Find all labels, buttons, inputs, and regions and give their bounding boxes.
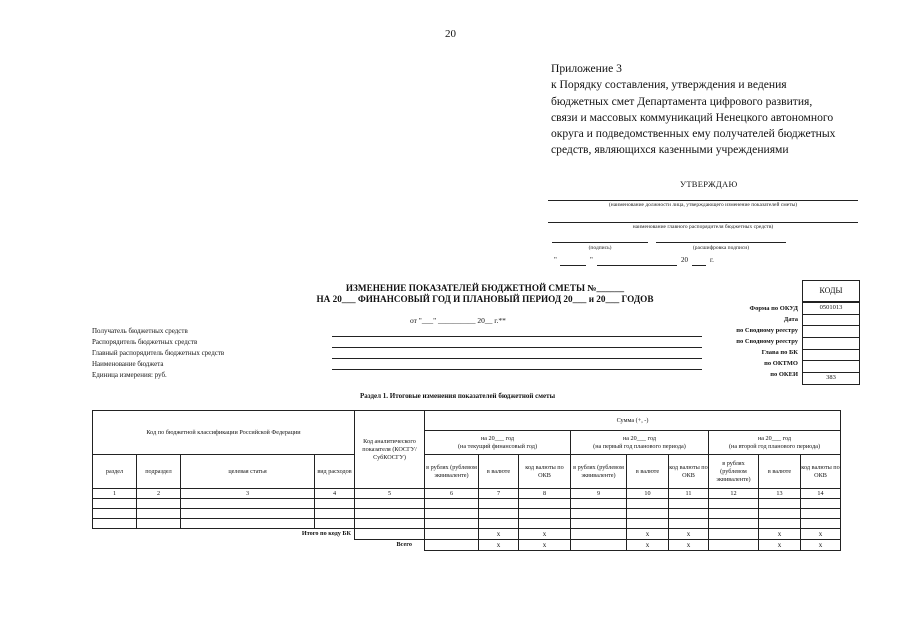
- appendix-line: Приложение 3: [551, 62, 622, 75]
- form-title: [270, 283, 700, 305]
- col-number: 9: [571, 489, 627, 499]
- header-analytic: Код аналитического показателя (КОСГУ/ СубКОСГУ): [355, 411, 425, 489]
- code-cell: 383: [826, 374, 836, 382]
- date-quote-close: ": [590, 256, 593, 264]
- date-quote-open: ": [554, 256, 557, 264]
- caption-position: (наименование должности лица, утверждающего изменение показателей сметы): [608, 202, 798, 208]
- form-title-line: НА 20___ ФИНАНСОВЫЙ ГОД И ПЛАНОВЫЙ ПЕРИОД 20___ и 20___ ГОДОВ: [316, 294, 654, 304]
- fill-line: [332, 347, 702, 348]
- label-registry: по Сводному реестру: [736, 327, 798, 334]
- codes-header: КОДЫ: [802, 280, 860, 302]
- x-mark: x: [759, 540, 801, 551]
- total-all-label: Всего: [93, 540, 425, 551]
- label-recipient: Получатель бюджетных средств: [92, 327, 188, 335]
- appendix-line: к Порядку составления, утверждения и ведения: [551, 78, 787, 92]
- total-all-row: [93, 540, 841, 551]
- section-title: Раздел 1. Итоговые изменения показателей бюджетной сметы: [360, 392, 556, 400]
- header-article: целевая статья: [181, 455, 315, 489]
- form-title-line: ИЗМЕНЕНИЕ ПОКАЗАТЕЛЕЙ БЮДЖЕТНОЙ СМЕТЫ №______: [345, 283, 625, 293]
- date-year: 20: [681, 256, 688, 264]
- codes-column: [802, 302, 860, 385]
- signature-line: [656, 242, 786, 243]
- col-number: 11: [669, 489, 709, 499]
- fill-line: [332, 358, 702, 359]
- label-manager: Распорядитель бюджетных средств: [92, 338, 198, 346]
- code-cell: [803, 315, 859, 327]
- appendix-line: связи и массовых коммуникаций Ненецкого автономного: [551, 110, 834, 124]
- date-suffix: г.: [710, 256, 714, 264]
- code-cell: [803, 326, 859, 338]
- header-podrazdel: подраздел: [137, 455, 181, 489]
- table-row: [93, 519, 841, 529]
- header-rub: в рублях (рублевом эквиваленте): [571, 455, 627, 489]
- header-year-plan2: на 20___ год (на второй год планового периода): [709, 431, 841, 455]
- approve-title: УТВЕРЖДАЮ: [680, 179, 738, 189]
- label-okei: по ОКЕИ: [770, 371, 798, 378]
- col-number: 14: [801, 489, 841, 499]
- caption-signature: (подпись): [588, 245, 612, 251]
- fill-line: [332, 369, 702, 370]
- appendix-header: [551, 61, 891, 159]
- label-chief-manager: Главный распорядитель бюджетных средств: [92, 349, 225, 357]
- page-number: 20: [445, 28, 456, 40]
- col-number: 1: [93, 489, 137, 499]
- col-number: 10: [627, 489, 669, 499]
- code-cell: [803, 338, 859, 350]
- fill-line: [332, 336, 702, 337]
- header-vid: вид расходов: [315, 455, 355, 489]
- x-mark: x: [519, 529, 571, 540]
- col-number: 3: [181, 489, 315, 499]
- header-sum: Сумма (+, -): [425, 411, 841, 431]
- total-bk-label: Итого по коду БК: [93, 529, 355, 540]
- table-row: [93, 499, 841, 509]
- x-mark: x: [627, 540, 669, 551]
- header-year-plan1: на 20___ год (на первый год планового периода): [571, 431, 709, 455]
- col-number: 8: [519, 489, 571, 499]
- header-okv: код валюты по ОКВ: [519, 455, 571, 489]
- x-mark: x: [479, 540, 519, 551]
- code-cell: [803, 361, 859, 373]
- x-mark: x: [627, 529, 669, 540]
- header-okv: код валюты по ОКВ: [669, 455, 709, 489]
- col-number: 5: [355, 489, 425, 499]
- x-mark: x: [479, 529, 519, 540]
- col-number: 2: [137, 489, 181, 499]
- x-mark: x: [801, 540, 841, 551]
- header-year-current: на 20___ год (на текущий финансовый год): [425, 431, 571, 455]
- date-year-line: [692, 265, 706, 266]
- budget-table: [92, 410, 841, 551]
- label-date: Дата: [783, 316, 798, 323]
- column-numbers-row: [93, 489, 841, 499]
- code-cell: 0501013: [803, 303, 859, 315]
- header-okv: код валюты по ОКВ: [801, 455, 841, 489]
- code-cell: [803, 350, 859, 362]
- x-mark: x: [519, 540, 571, 551]
- x-mark: x: [759, 529, 801, 540]
- x-mark: x: [801, 529, 841, 540]
- label-chapter: Глава по БК: [761, 349, 798, 356]
- appendix-line: средств, являющихся казенными учреждениями: [551, 143, 789, 157]
- caption-decode: (расшифровка подписи): [692, 245, 750, 251]
- label-okud: Форма по ОКУД: [749, 305, 798, 312]
- label-budget-name: Наименование бюджета: [92, 360, 164, 368]
- col-number: 7: [479, 489, 519, 499]
- col-number: 6: [425, 489, 479, 499]
- label-unit: Единица измерения: руб.: [92, 371, 167, 379]
- date-month-line: [597, 265, 677, 266]
- appendix-line: бюджетных смет Департамента цифрового развития,: [551, 94, 813, 108]
- header-val: в валюте: [627, 455, 669, 489]
- signature-line: [548, 200, 858, 201]
- signature-line: [548, 222, 858, 223]
- header-rub: в рублях (рублевом эквиваленте): [709, 455, 759, 489]
- header-bk: Код по бюджетной классификации Российской Федерации: [93, 411, 355, 455]
- header-val: в валюте: [479, 455, 519, 489]
- table-row: [93, 509, 841, 519]
- header-val: в валюте: [759, 455, 801, 489]
- form-date-line: от "___" __________ 20__ г.**: [410, 316, 506, 325]
- header-rub: в рублях (рублевом эквиваленте): [425, 455, 479, 489]
- signature-line: [552, 242, 648, 243]
- x-mark: x: [669, 540, 709, 551]
- appendix-line: округа и подведомственных ему получателей бюджетных: [551, 127, 836, 141]
- x-mark: x: [669, 529, 709, 540]
- caption-org: наименование главного распорядителя бюджетных средств): [632, 224, 774, 230]
- col-number: 4: [315, 489, 355, 499]
- label-registry: по Сводному реестру: [736, 338, 798, 345]
- total-bk-row: [93, 529, 841, 540]
- col-number: 13: [759, 489, 801, 499]
- col-number: 12: [709, 489, 759, 499]
- label-oktmo: по ОКТМО: [764, 360, 798, 367]
- header-razdel: раздел: [93, 455, 137, 489]
- date-day-line: [560, 265, 586, 266]
